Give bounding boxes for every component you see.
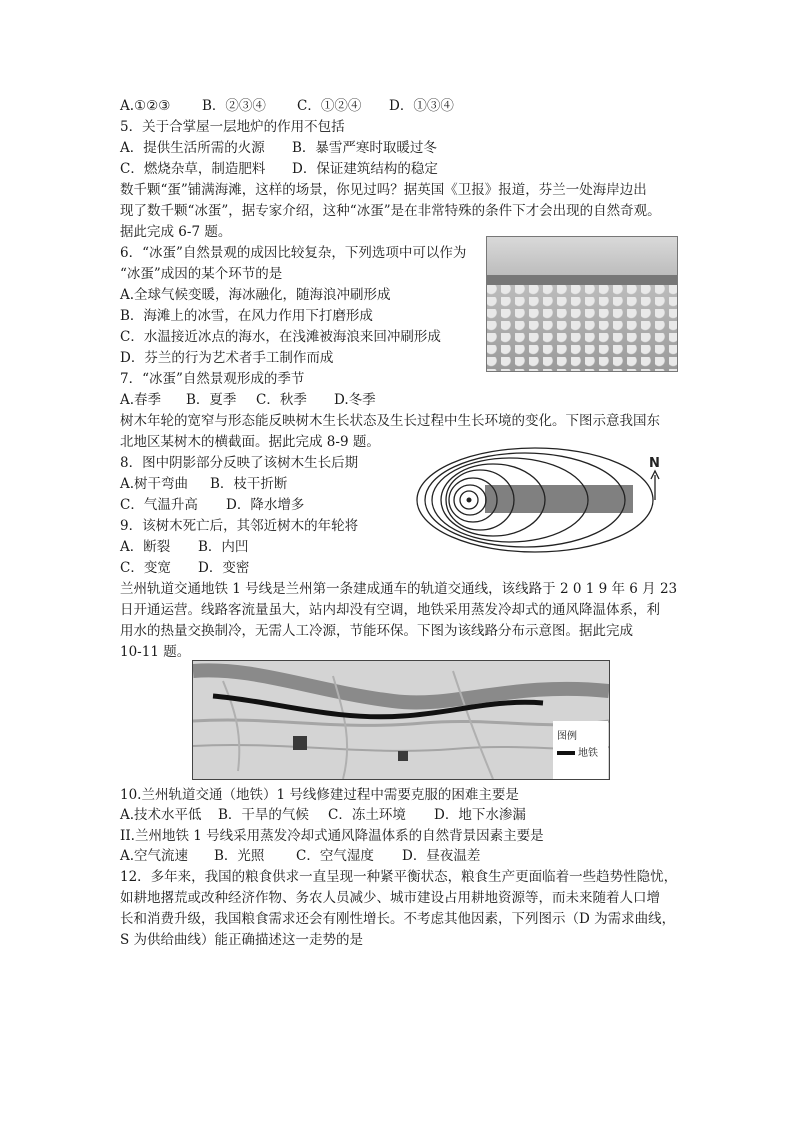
lanzhou-metro-map bbox=[192, 660, 610, 780]
q8-options-row2 bbox=[120, 496, 304, 515]
passage-8-9-line1: 树木年轮的宽窄与形态能反映树木生长状态及生长过程中生长环境的变化。下图示意我国东 bbox=[120, 413, 660, 429]
photo-horizon bbox=[487, 275, 677, 285]
passage-10-11-line3: 用水的热量交换制冷，无需人工冷源，节能环保。下图为该线路分布示意图。据此完成 bbox=[120, 623, 633, 639]
passage-6-7-line3: 据此完成 6-7 题。 bbox=[120, 224, 232, 240]
q5-options-row1 bbox=[120, 139, 437, 158]
tree-cross-section-figure bbox=[405, 445, 680, 570]
passage-6-7-line2: 现了数千颗“冰蛋”，据专家介绍，这种“冰蛋”是在非常特殊的条件下才会出现的自然奇观。 bbox=[120, 203, 661, 219]
q5-options-row2 bbox=[120, 160, 438, 179]
q12-line1: 12．多年来，我国的粮食供求一直呈现一种紧平衡状态，粮食生产更面临着一些趋势性隐忧， bbox=[120, 869, 678, 885]
q8-stem: 8．图中阴影部分反映了该树木生长后期 bbox=[120, 455, 359, 471]
q5-stem: 5．关于合掌屋一层地炉的作用不包括 bbox=[120, 119, 345, 135]
q9-option-d: D．变密 bbox=[198, 560, 250, 576]
q6-option-d: D．芬兰的行为艺术者手工制作而成 bbox=[120, 350, 334, 366]
photo-sky bbox=[487, 237, 677, 275]
q7-options bbox=[120, 391, 376, 410]
north-label: N bbox=[649, 456, 660, 471]
q8-option-b: B．枝干折断 bbox=[210, 476, 288, 492]
q4-option-d: D．①③④ bbox=[389, 98, 454, 114]
q6-stem-line2: “冰蛋”成因的某个环节的是 bbox=[120, 266, 283, 282]
q12-line4: S 为供给曲线）能正确描述这一走势的是 bbox=[120, 932, 364, 948]
q8-option-c: C．气温升高 bbox=[120, 497, 198, 513]
q11-stem: II.兰州地铁 1 号线采用蒸发冷却式通风降温体系的自然背景因素主要是 bbox=[120, 828, 544, 844]
q9-option-b: B．内凹 bbox=[198, 539, 249, 555]
q12-line2: 如耕地撂荒或改种经济作物、务农人员减少、城市建设占用耕地资源等，而未来随着人口增 bbox=[120, 890, 660, 906]
q12-line3: 长和消费升级，我国粮食需求还会有刚性增长。不考虑其他因素，下列图示（D 为需求曲线， bbox=[120, 911, 676, 927]
shaded-growth-area bbox=[485, 485, 633, 513]
q9-option-a: A．断裂 bbox=[120, 539, 171, 555]
q11-option-a: A.空气流速 bbox=[120, 848, 189, 864]
q4-options bbox=[120, 97, 454, 116]
q5-option-c: C．燃烧杂草，制造肥料 bbox=[120, 161, 266, 177]
q5-option-b: B．暴雪严寒时取暖过冬 bbox=[292, 140, 437, 156]
q10-stem: 10.兰州轨道交通（地铁）1 号线修建过程中需要克服的困难主要是 bbox=[120, 787, 519, 803]
q10-option-c: C．冻土环境 bbox=[328, 807, 406, 823]
q11-option-d: D．昼夜温差 bbox=[402, 848, 481, 864]
q10-option-a: A.技术水平低 bbox=[120, 807, 202, 823]
q10-option-d: D．地下水渗漏 bbox=[434, 807, 526, 823]
q6-option-a: A.全球气候变暖，海冰融化，随海浪冲刷形成 bbox=[120, 287, 391, 303]
q7-option-a: A.春季 bbox=[120, 392, 162, 408]
legend-metro-label: 地铁 bbox=[578, 748, 598, 759]
yellow-river bbox=[193, 670, 609, 702]
q9-options-row2 bbox=[120, 559, 249, 578]
landmark-block bbox=[398, 751, 408, 761]
tree-pith bbox=[467, 498, 472, 503]
road bbox=[193, 720, 609, 725]
q6-option-c: C．水温接近冰点的海水，在浅滩被海浪来回冲刷形成 bbox=[120, 329, 441, 345]
map-drawing bbox=[193, 661, 609, 779]
passage-10-11-line2: 日开通运营。线路客流量虽大，站内却没有空调，地铁采用蒸发冷却式的通风降温体系，利 bbox=[120, 602, 660, 618]
q7-stem: 7．“冰蛋”自然景观形成的季节 bbox=[120, 371, 305, 387]
q6-option-b: B．海滩上的冰雪，在风力作用下打磨形成 bbox=[120, 308, 373, 324]
passage-10-11-line1: 兰州轨道交通地铁 1 号线是兰州第一条建成通车的轨道交通线，该线路于 2 0 1 9 年 6 月 23 bbox=[120, 581, 678, 597]
q11-option-c: C．空气湿度 bbox=[296, 848, 374, 864]
legend-metro-line-icon bbox=[557, 751, 575, 755]
q8-option-d: D．降水增多 bbox=[226, 497, 305, 513]
legend-title: 图例 bbox=[557, 731, 577, 742]
ice-egg-photo bbox=[486, 236, 678, 372]
q11-option-b: B．光照 bbox=[214, 848, 265, 864]
q5-option-d: D．保证建筑结构的稳定 bbox=[292, 161, 438, 177]
q9-option-c: C．变宽 bbox=[120, 560, 171, 576]
road bbox=[453, 671, 493, 779]
q4-option-b: B．②③④ bbox=[202, 98, 266, 114]
q10-option-b: B．干旱的气候 bbox=[218, 807, 309, 823]
passage-6-7-line1: 数千颗“蛋”铺满海滩，这样的场景，你见过吗？据英国《卫报》报道，芬兰一处海岸边出 bbox=[120, 182, 647, 198]
road bbox=[223, 681, 239, 771]
q9-stem: 9．该树木死亡后，其邻近树木的年轮将 bbox=[120, 518, 359, 534]
passage-10-11-line4: 10-11 题。 bbox=[120, 644, 191, 660]
q9-options-row1 bbox=[120, 538, 248, 557]
q6-stem-line1: 6．“冰蛋”自然景观的成因比较复杂，下列选项中可以作为 bbox=[120, 245, 467, 261]
landmark-block bbox=[293, 736, 307, 750]
q4-option-c: C．①②④ bbox=[297, 98, 362, 114]
q5-option-a: A．提供生活所需的火源 bbox=[120, 140, 265, 156]
q8-options-row1 bbox=[120, 475, 287, 494]
q11-options bbox=[120, 847, 480, 866]
road bbox=[193, 745, 609, 751]
q10-options bbox=[120, 806, 526, 825]
q8-option-a: A.树干弯曲 bbox=[120, 476, 189, 492]
passage-8-9-line2: 北地区某树木的横截面。据此完成 8-9 题。 bbox=[120, 434, 380, 450]
map-legend bbox=[553, 721, 608, 780]
q7-option-b: B．夏季 bbox=[186, 392, 237, 408]
q7-option-d: D.冬季 bbox=[334, 392, 376, 408]
q4-option-a: A.①②③ bbox=[120, 98, 171, 114]
q7-option-c: C．秋季 bbox=[256, 392, 307, 408]
